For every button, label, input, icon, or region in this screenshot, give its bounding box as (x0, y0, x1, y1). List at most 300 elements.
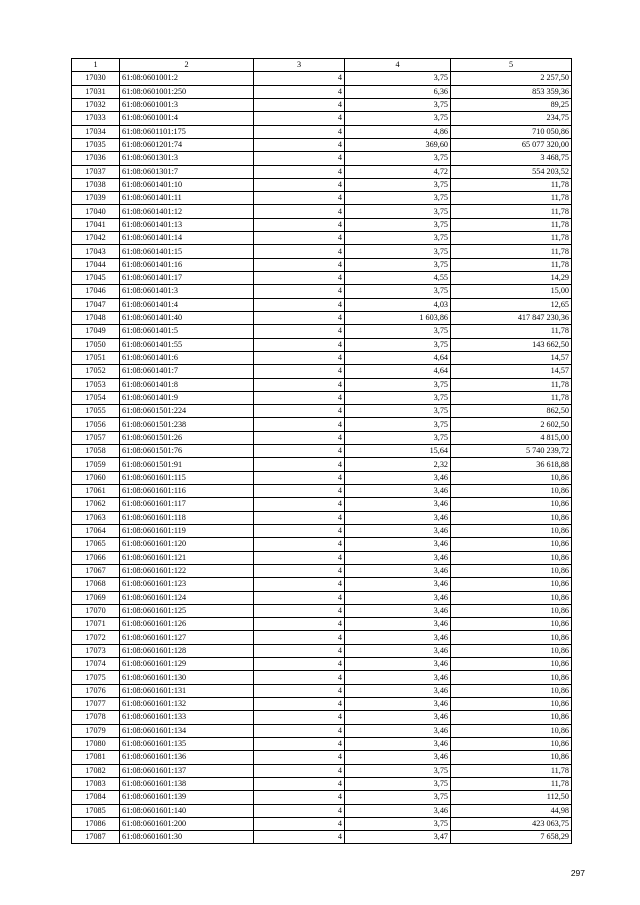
table-row (72, 192, 572, 205)
rate-cell: 3,46 (345, 485, 451, 498)
cadastral-number-cell: 61:08:0601501:238 (120, 418, 254, 431)
rate-cell: 3,46 (345, 538, 451, 551)
cadastral-number-cell: 61:08:0601601:138 (120, 777, 254, 790)
row-number-cell: 17073 (72, 644, 120, 657)
row-number-cell: 17050 (72, 338, 120, 351)
table-row (72, 604, 572, 617)
cadastral-number-cell: 61:08:0601601:134 (120, 724, 254, 737)
rate-cell: 3,46 (345, 498, 451, 511)
value-cell: 14,57 (451, 365, 572, 378)
row-number-cell: 17086 (72, 817, 120, 830)
rate-cell: 4,64 (345, 351, 451, 364)
value-cell: 10,86 (451, 671, 572, 684)
value-cell: 2 602,50 (451, 418, 572, 431)
rate-cell: 3,75 (345, 431, 451, 444)
table-body (72, 72, 572, 844)
rate-cell: 3,46 (345, 804, 451, 817)
value-cell: 11,78 (451, 205, 572, 218)
header-cell-1: 1 (72, 59, 120, 72)
cadastral-number-cell: 61:08:0601601:115 (120, 471, 254, 484)
value-cell: 143 662,50 (451, 338, 572, 351)
value-cell: 11,78 (451, 391, 572, 404)
rate-cell: 3,46 (345, 751, 451, 764)
cadastral-number-cell: 61:08:0601401:4 (120, 298, 254, 311)
table-row (72, 431, 572, 444)
rate-cell: 3,75 (345, 791, 451, 804)
group-cell: 4 (254, 98, 345, 111)
rate-cell: 3,75 (345, 218, 451, 231)
group-cell: 4 (254, 684, 345, 697)
value-cell: 10,86 (451, 551, 572, 564)
table-row (72, 671, 572, 684)
page-number: 297 (570, 868, 585, 878)
rate-cell: 15,64 (345, 445, 451, 458)
value-cell: 10,86 (451, 631, 572, 644)
rate-cell: 369,60 (345, 138, 451, 151)
row-number-cell: 17061 (72, 485, 120, 498)
cadastral-number-cell: 61:08:0601601:127 (120, 631, 254, 644)
rate-cell: 3,46 (345, 671, 451, 684)
group-cell: 4 (254, 232, 345, 245)
rate-cell: 3,46 (345, 644, 451, 657)
row-number-cell: 17075 (72, 671, 120, 684)
group-cell: 4 (254, 311, 345, 324)
group-cell: 4 (254, 578, 345, 591)
table-row (72, 351, 572, 364)
group-cell: 4 (254, 285, 345, 298)
cadastral-number-cell: 61:08:0601601:120 (120, 538, 254, 551)
value-cell: 3 468,75 (451, 152, 572, 165)
table-row (72, 471, 572, 484)
row-number-cell: 17048 (72, 311, 120, 324)
cadastral-number-cell: 61:08:0601601:125 (120, 604, 254, 617)
row-number-cell: 17030 (72, 72, 120, 85)
rate-cell: 3,75 (345, 258, 451, 271)
rate-cell: 3,46 (345, 684, 451, 697)
rate-cell: 3,46 (345, 604, 451, 617)
group-cell: 4 (254, 431, 345, 444)
rate-cell: 3,46 (345, 618, 451, 631)
row-number-cell: 17042 (72, 232, 120, 245)
rate-cell: 3,75 (345, 764, 451, 777)
value-cell: 11,78 (451, 777, 572, 790)
value-cell: 11,78 (451, 218, 572, 231)
cadastral-number-cell: 61:08:0601601:137 (120, 764, 254, 777)
group-cell: 4 (254, 325, 345, 338)
table-row (72, 311, 572, 324)
rate-cell: 1 603,86 (345, 311, 451, 324)
group-cell: 4 (254, 658, 345, 671)
rate-cell: 3,75 (345, 152, 451, 165)
data-table (71, 58, 572, 844)
group-cell: 4 (254, 524, 345, 537)
rate-cell: 3,46 (345, 724, 451, 737)
table-row (72, 618, 572, 631)
row-number-cell: 17043 (72, 245, 120, 258)
value-cell: 15,00 (451, 285, 572, 298)
group-cell: 4 (254, 138, 345, 151)
table-row (72, 245, 572, 258)
value-cell: 2 257,50 (451, 72, 572, 85)
group-cell: 4 (254, 458, 345, 471)
table-row (72, 724, 572, 737)
table-row (72, 711, 572, 724)
group-cell: 4 (254, 831, 345, 844)
group-cell: 4 (254, 298, 345, 311)
rate-cell: 3,75 (345, 405, 451, 418)
group-cell: 4 (254, 178, 345, 191)
value-cell: 11,78 (451, 178, 572, 191)
value-cell: 10,86 (451, 578, 572, 591)
table-row (72, 338, 572, 351)
value-cell: 10,86 (451, 658, 572, 671)
row-number-cell: 17047 (72, 298, 120, 311)
row-number-cell: 17037 (72, 165, 120, 178)
row-number-cell: 17078 (72, 711, 120, 724)
value-cell: 7 658,29 (451, 831, 572, 844)
table-row (72, 152, 572, 165)
group-cell: 4 (254, 817, 345, 830)
cadastral-number-cell: 61:08:0601001:2 (120, 72, 254, 85)
group-cell: 4 (254, 272, 345, 285)
header-cell-2: 2 (120, 59, 254, 72)
cadastral-number-cell: 61:08:0601501:76 (120, 445, 254, 458)
row-number-cell: 17034 (72, 125, 120, 138)
group-cell: 4 (254, 724, 345, 737)
value-cell: 10,86 (451, 644, 572, 657)
rate-cell: 3,75 (345, 418, 451, 431)
group-cell: 4 (254, 671, 345, 684)
rate-cell: 4,72 (345, 165, 451, 178)
cadastral-number-cell: 61:08:0601401:8 (120, 378, 254, 391)
table-row (72, 591, 572, 604)
rate-cell: 3,46 (345, 698, 451, 711)
cadastral-number-cell: 61:08:0601601:130 (120, 671, 254, 684)
row-number-cell: 17057 (72, 431, 120, 444)
value-cell: 10,86 (451, 698, 572, 711)
group-cell: 4 (254, 618, 345, 631)
row-number-cell: 17079 (72, 724, 120, 737)
group-cell: 4 (254, 445, 345, 458)
cadastral-number-cell: 61:08:0601101:175 (120, 125, 254, 138)
row-number-cell: 17038 (72, 178, 120, 191)
rate-cell: 3,75 (345, 112, 451, 125)
table-row (72, 644, 572, 657)
value-cell: 10,86 (451, 524, 572, 537)
table-row (72, 218, 572, 231)
cadastral-number-cell: 61:08:0601601:136 (120, 751, 254, 764)
rate-cell: 3,75 (345, 232, 451, 245)
cadastral-number-cell: 61:08:0601401:14 (120, 232, 254, 245)
table-row (72, 72, 572, 85)
row-number-cell: 17065 (72, 538, 120, 551)
group-cell: 4 (254, 711, 345, 724)
group-cell: 4 (254, 737, 345, 750)
group-cell: 4 (254, 112, 345, 125)
table-row (72, 165, 572, 178)
table-row (72, 405, 572, 418)
table-header (72, 59, 572, 72)
rate-cell: 3,75 (345, 338, 451, 351)
table-row (72, 791, 572, 804)
row-number-cell: 17041 (72, 218, 120, 231)
value-cell: 710 050,86 (451, 125, 572, 138)
header-cell-4: 4 (345, 59, 451, 72)
group-cell: 4 (254, 258, 345, 271)
group-cell: 4 (254, 511, 345, 524)
cadastral-number-cell: 61:08:0601601:116 (120, 485, 254, 498)
group-cell: 4 (254, 338, 345, 351)
header-cell-3: 3 (254, 59, 345, 72)
value-cell: 14,29 (451, 272, 572, 285)
row-number-cell: 17080 (72, 737, 120, 750)
cadastral-number-cell: 61:08:0601601:118 (120, 511, 254, 524)
cadastral-number-cell: 61:08:0601601:126 (120, 618, 254, 631)
table-row (72, 751, 572, 764)
cadastral-number-cell: 61:08:0601301:3 (120, 152, 254, 165)
rate-cell: 3,46 (345, 564, 451, 577)
table-row (72, 684, 572, 697)
value-cell: 10,86 (451, 498, 572, 511)
value-cell: 11,78 (451, 258, 572, 271)
cadastral-number-cell: 61:08:0601601:131 (120, 684, 254, 697)
group-cell: 4 (254, 485, 345, 498)
group-cell: 4 (254, 538, 345, 551)
table-row (72, 85, 572, 98)
row-number-cell: 17036 (72, 152, 120, 165)
row-number-cell: 17069 (72, 591, 120, 604)
table-row (72, 631, 572, 644)
value-cell: 14,57 (451, 351, 572, 364)
row-number-cell: 17077 (72, 698, 120, 711)
cadastral-number-cell: 61:08:0601601:122 (120, 564, 254, 577)
row-number-cell: 17035 (72, 138, 120, 151)
cadastral-number-cell: 61:08:0601601:123 (120, 578, 254, 591)
cadastral-number-cell: 61:08:0601401:6 (120, 351, 254, 364)
rate-cell: 3,46 (345, 711, 451, 724)
table-row (72, 817, 572, 830)
row-number-cell: 17044 (72, 258, 120, 271)
group-cell: 4 (254, 351, 345, 364)
table-row (72, 325, 572, 338)
table-row (72, 764, 572, 777)
value-cell: 10,86 (451, 751, 572, 764)
group-cell: 4 (254, 72, 345, 85)
group-cell: 4 (254, 631, 345, 644)
cadastral-number-cell: 61:08:0601601:135 (120, 737, 254, 750)
group-cell: 4 (254, 644, 345, 657)
value-cell: 423 063,75 (451, 817, 572, 830)
row-number-cell: 17072 (72, 631, 120, 644)
group-cell: 4 (254, 471, 345, 484)
cadastral-number-cell: 61:08:0601401:15 (120, 245, 254, 258)
table-row (72, 538, 572, 551)
group-cell: 4 (254, 205, 345, 218)
value-cell: 11,78 (451, 325, 572, 338)
rate-cell: 3,46 (345, 658, 451, 671)
rate-cell: 3,46 (345, 737, 451, 750)
cadastral-number-cell: 61:08:0601601:124 (120, 591, 254, 604)
rate-cell: 2,32 (345, 458, 451, 471)
value-cell: 11,78 (451, 245, 572, 258)
table-row (72, 564, 572, 577)
cadastral-number-cell: 61:08:0601401:3 (120, 285, 254, 298)
row-number-cell: 17063 (72, 511, 120, 524)
value-cell: 10,86 (451, 564, 572, 577)
row-number-cell: 17070 (72, 604, 120, 617)
group-cell: 4 (254, 551, 345, 564)
table-row (72, 831, 572, 844)
table-row (72, 125, 572, 138)
row-number-cell: 17040 (72, 205, 120, 218)
value-cell: 4 815,00 (451, 431, 572, 444)
cadastral-number-cell: 61:08:0601501:224 (120, 405, 254, 418)
rate-cell: 3,46 (345, 524, 451, 537)
row-number-cell: 17051 (72, 351, 120, 364)
value-cell: 554 203,52 (451, 165, 572, 178)
table-row (72, 524, 572, 537)
rate-cell: 3,75 (345, 98, 451, 111)
table-row (72, 258, 572, 271)
rate-cell: 3,75 (345, 391, 451, 404)
cadastral-number-cell: 61:08:0601001:4 (120, 112, 254, 125)
cadastral-number-cell: 61:08:0601401:13 (120, 218, 254, 231)
group-cell: 4 (254, 791, 345, 804)
row-number-cell: 17064 (72, 524, 120, 537)
table-row (72, 112, 572, 125)
group-cell: 4 (254, 391, 345, 404)
rate-cell: 3,75 (345, 178, 451, 191)
value-cell: 10,86 (451, 485, 572, 498)
row-number-cell: 17049 (72, 325, 120, 338)
row-number-cell: 17071 (72, 618, 120, 631)
header-row (72, 59, 572, 72)
cadastral-number-cell: 61:08:0601601:133 (120, 711, 254, 724)
value-cell: 5 740 239,72 (451, 445, 572, 458)
group-cell: 4 (254, 192, 345, 205)
group-cell: 4 (254, 498, 345, 511)
value-cell: 10,86 (451, 711, 572, 724)
row-number-cell: 17055 (72, 405, 120, 418)
table-row (72, 458, 572, 471)
group-cell: 4 (254, 564, 345, 577)
row-number-cell: 17066 (72, 551, 120, 564)
group-cell: 4 (254, 591, 345, 604)
row-number-cell: 17067 (72, 564, 120, 577)
cadastral-number-cell: 61:08:0601401:55 (120, 338, 254, 351)
table-row (72, 658, 572, 671)
cadastral-number-cell: 61:08:0601401:10 (120, 178, 254, 191)
table-row (72, 365, 572, 378)
rate-cell: 3,75 (345, 777, 451, 790)
cadastral-number-cell: 61:08:0601601:30 (120, 831, 254, 844)
row-number-cell: 17074 (72, 658, 120, 671)
cadastral-number-cell: 61:08:0601401:17 (120, 272, 254, 285)
cadastral-number-cell: 61:08:0601301:7 (120, 165, 254, 178)
table-row (72, 498, 572, 511)
header-cell-5: 5 (451, 59, 572, 72)
row-number-cell: 17045 (72, 272, 120, 285)
group-cell: 4 (254, 751, 345, 764)
value-cell: 417 847 230,36 (451, 311, 572, 324)
rate-cell: 3,46 (345, 551, 451, 564)
cadastral-number-cell: 61:08:0601601:140 (120, 804, 254, 817)
value-cell: 10,86 (451, 724, 572, 737)
value-cell: 862,50 (451, 405, 572, 418)
value-cell: 44,98 (451, 804, 572, 817)
row-number-cell: 17039 (72, 192, 120, 205)
cadastral-number-cell: 61:08:0601601:132 (120, 698, 254, 711)
cadastral-number-cell: 61:08:0601401:7 (120, 365, 254, 378)
value-cell: 65 077 320,00 (451, 138, 572, 151)
cadastral-number-cell: 61:08:0601601:119 (120, 524, 254, 537)
table-row (72, 298, 572, 311)
row-number-cell: 17032 (72, 98, 120, 111)
group-cell: 4 (254, 418, 345, 431)
value-cell: 12,65 (451, 298, 572, 311)
row-number-cell: 17056 (72, 418, 120, 431)
row-number-cell: 17076 (72, 684, 120, 697)
row-number-cell: 17081 (72, 751, 120, 764)
rate-cell: 3,75 (345, 205, 451, 218)
rate-cell: 3,75 (345, 72, 451, 85)
rate-cell: 4,03 (345, 298, 451, 311)
row-number-cell: 17087 (72, 831, 120, 844)
rate-cell: 3,46 (345, 591, 451, 604)
value-cell: 36 618,88 (451, 458, 572, 471)
group-cell: 4 (254, 764, 345, 777)
row-number-cell: 17084 (72, 791, 120, 804)
cadastral-number-cell: 61:08:0601601:117 (120, 498, 254, 511)
cadastral-number-cell: 61:08:0601001:250 (120, 85, 254, 98)
row-number-cell: 17033 (72, 112, 120, 125)
row-number-cell: 17068 (72, 578, 120, 591)
cadastral-number-cell: 61:08:0601601:139 (120, 791, 254, 804)
value-cell: 89,25 (451, 98, 572, 111)
row-number-cell: 17054 (72, 391, 120, 404)
group-cell: 4 (254, 165, 345, 178)
rate-cell: 3,46 (345, 471, 451, 484)
row-number-cell: 17083 (72, 777, 120, 790)
row-number-cell: 17052 (72, 365, 120, 378)
table-row (72, 485, 572, 498)
table-row (72, 737, 572, 750)
rate-cell: 4,64 (345, 365, 451, 378)
table-row (72, 232, 572, 245)
cadastral-number-cell: 61:08:0601401:11 (120, 192, 254, 205)
value-cell: 11,78 (451, 232, 572, 245)
group-cell: 4 (254, 152, 345, 165)
table-row (72, 205, 572, 218)
rate-cell: 3,46 (345, 578, 451, 591)
table-row (72, 285, 572, 298)
row-number-cell: 17058 (72, 445, 120, 458)
table-row (72, 178, 572, 191)
group-cell: 4 (254, 405, 345, 418)
row-number-cell: 17059 (72, 458, 120, 471)
rate-cell: 3,46 (345, 631, 451, 644)
rate-cell: 3,75 (345, 245, 451, 258)
cadastral-number-cell: 61:08:0601001:3 (120, 98, 254, 111)
value-cell: 11,78 (451, 378, 572, 391)
value-cell: 11,78 (451, 764, 572, 777)
rate-cell: 3,75 (345, 192, 451, 205)
table-row (72, 804, 572, 817)
group-cell: 4 (254, 125, 345, 138)
cadastral-number-cell: 61:08:0601601:128 (120, 644, 254, 657)
value-cell: 11,78 (451, 192, 572, 205)
group-cell: 4 (254, 85, 345, 98)
